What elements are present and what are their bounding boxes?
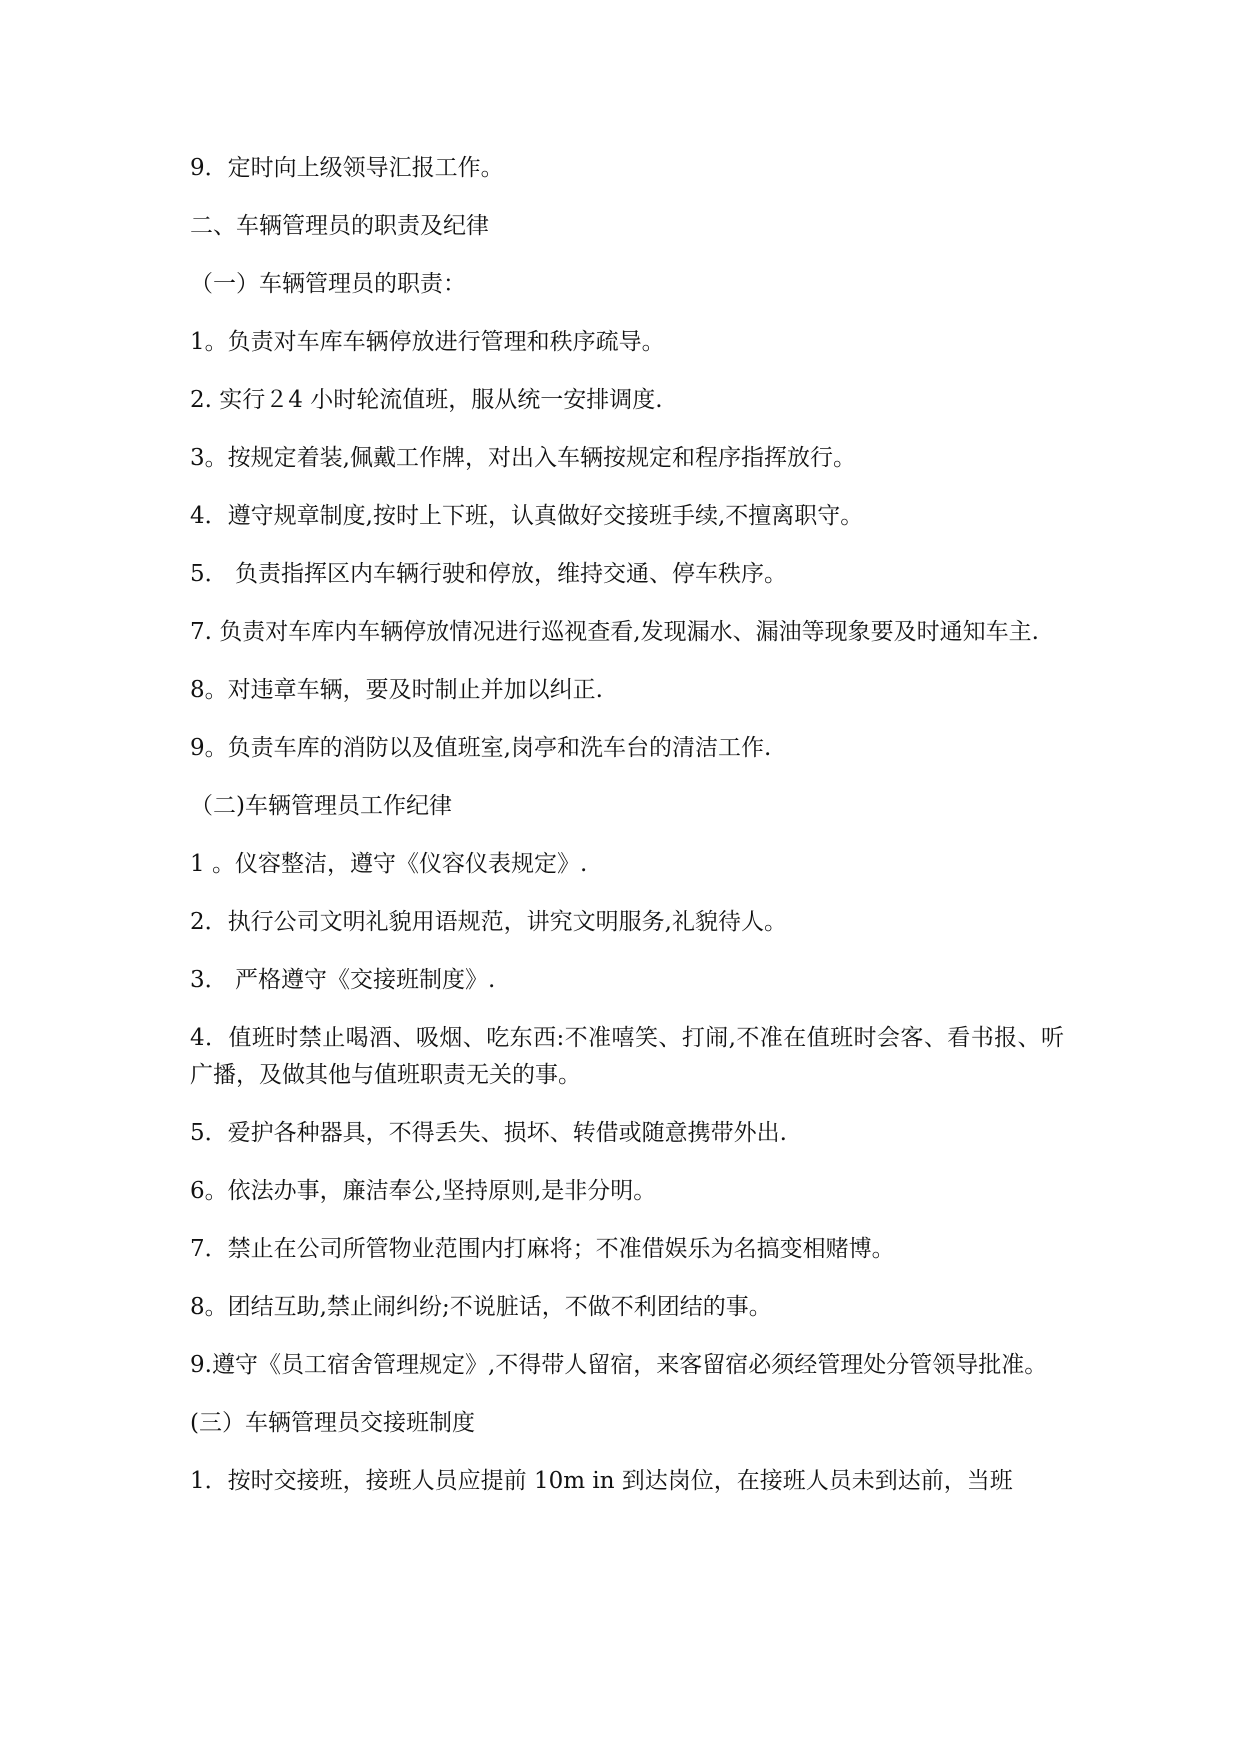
text-line: 2．执行公司文明礼貌用语规范，讲究文明服务,礼貌待人。 bbox=[190, 909, 787, 935]
text-paragraph: 4．值班时禁止喝酒、吸烟、吃东西:不准嘻笑、打闹,不准在值班时会客、看书报、听广播，及做其他与值班职责无关的事。 bbox=[190, 1025, 1064, 1088]
text-line: 5． 负责指挥区内车辆行驶和停放，维持交通、停车秩序。 bbox=[190, 561, 787, 587]
document-body bbox=[190, 150, 1070, 1521]
subsection-heading: (三）车辆管理员交接班制度 bbox=[190, 1410, 475, 1436]
text-paragraph: 7. 负责对车库内车辆停放情况进行巡视查看,发现漏水、漏油等现象要及时通知车主. bbox=[190, 619, 1039, 645]
text-line: 3。按规定着装,佩戴工作牌，对出入车辆按规定和程序指挥放行。 bbox=[190, 445, 856, 471]
subsection-heading: （二)车辆管理员工作纪律 bbox=[190, 793, 452, 819]
text-line: 8。对违章车辆，要及时制止并加以纠正. bbox=[190, 677, 603, 703]
text-line: 9。负责车库的消防以及值班室,岗亭和洗车台的清洁工作. bbox=[190, 735, 772, 761]
text-line: 9．定时向上级领导汇报工作。 bbox=[190, 155, 504, 181]
text-line: 3． 严格遵守《交接班制度》. bbox=[190, 967, 496, 993]
text-line: 2. 实行２4 小时轮流值班，服从统一安排调度. bbox=[190, 387, 663, 413]
text-line: 1 。仪容整洁，遵守《仪容仪表规定》. bbox=[190, 851, 588, 877]
text-line: 1。负责对车库车辆停放进行管理和秩序疏导。 bbox=[190, 329, 665, 355]
text-paragraph: 9.遵守《员工宿舍管理规定》,不得带人留宿，来客留宿必须经管理处分管领导批准。 bbox=[190, 1352, 1048, 1378]
text-line: 8。团结互助,禁止闹纠纷;不说脏话，不做不利团结的事。 bbox=[190, 1294, 772, 1320]
text-line: 1．按时交接班，接班人员应提前 10m in 到达岗位，在接班人员未到达前，当班 bbox=[190, 1468, 1013, 1494]
section-heading: 二、车辆管理员的职责及纪律 bbox=[190, 213, 489, 239]
text-line: 5．爱护各种器具，不得丢失、损坏、转借或随意携带外出. bbox=[190, 1120, 787, 1146]
text-line: 4．遵守规章制度,按时上下班，认真做好交接班手续,不擅离职守。 bbox=[190, 503, 864, 529]
subsection-heading: （一）车辆管理员的职责： bbox=[190, 271, 466, 297]
text-line: 7．禁止在公司所管物业范围内打麻将；不准借娱乐为名搞变相赌博。 bbox=[190, 1236, 895, 1262]
text-line: 6。依法办事，廉洁奉公,坚持原则,是非分明。 bbox=[190, 1178, 657, 1204]
